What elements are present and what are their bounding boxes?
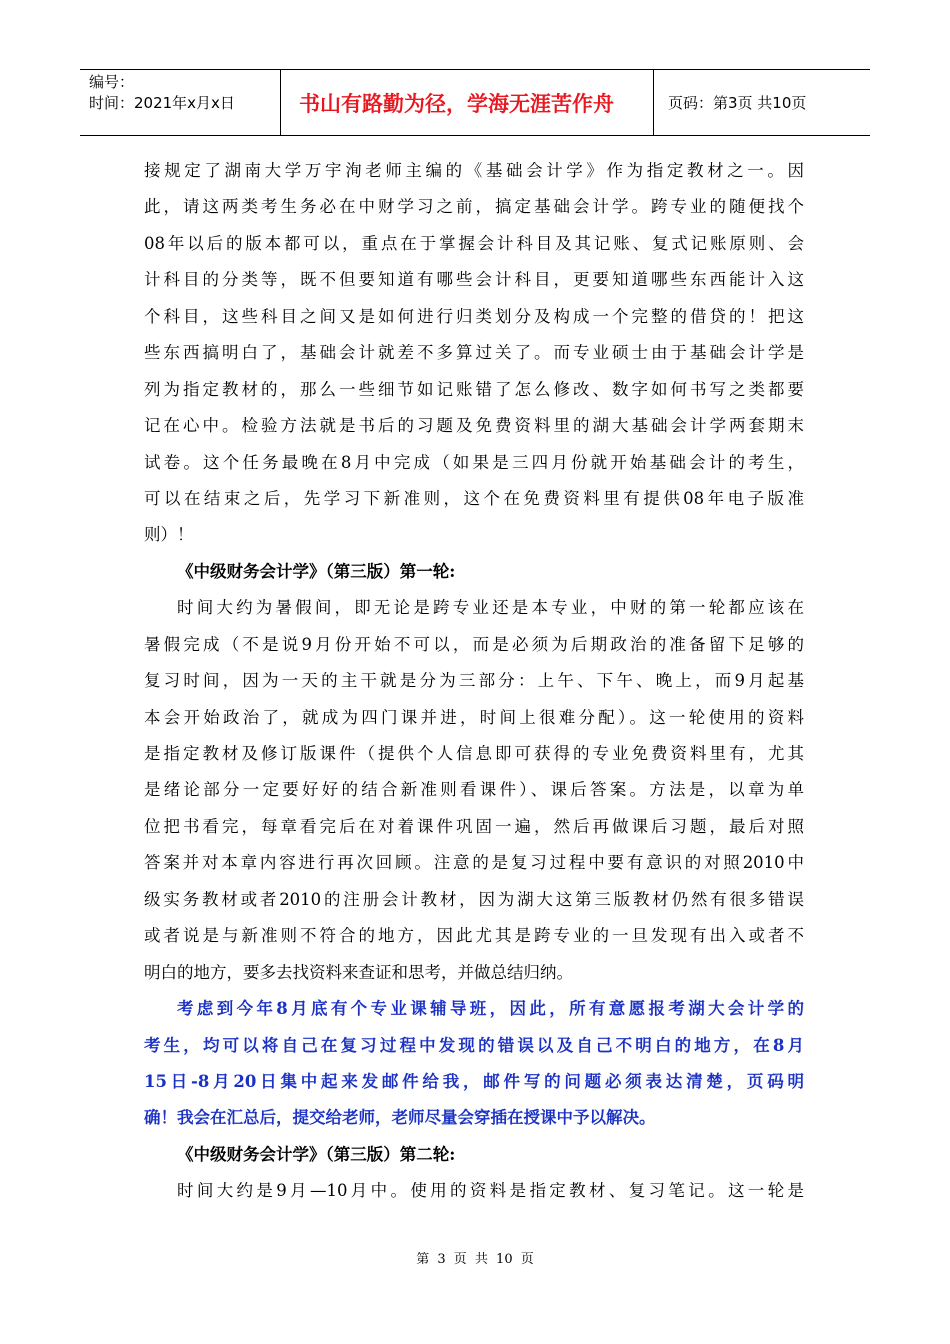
- body-line: 时间大约是9月—10月中。使用的资料是指定教材、复习笔记。这一轮是: [177, 1181, 804, 1201]
- body-line: 暑假完成（不是说9月份开始不可以，而是必须为后期政治的准备留下足够的: [144, 634, 804, 654]
- section-heading: 《中级财务会计学》（第三版）第一轮:: [177, 561, 456, 581]
- body-line: 计科目的分类等，既不但要知道有哪些会计科目，更要知道哪些东西能计入这: [144, 270, 804, 290]
- footer-page-number: 第 3 页 共 10 页: [416, 1252, 534, 1267]
- body-line: 位把书看完，每章看完后在对着课件巩固一遍，然后再做课后习题，最后对照: [144, 816, 804, 836]
- body-line: 时间大约为暑假间，即无论是跨专业还是本专业，中财的第一轮都应该在: [177, 598, 804, 618]
- notice-line: 确！我会在汇总后，提交给老师，老师尽量会穿插在授课中予以解决。: [144, 1108, 656, 1128]
- body-line: 08年以后的版本都可以，重点在于掌握会计科目及其记账、复式记账原则、会: [144, 233, 804, 253]
- body-line: 个科目，这些科目之间又是如何进行归类划分及构成一个完整的借贷的！把这: [144, 306, 804, 326]
- document-body: [144, 153, 804, 1210]
- body-line: 复习时间，因为一天的主干就是分为三部分：上午、下午、晚上，而9月起基: [144, 671, 804, 691]
- body-line: 是指定教材及修订版课件（提供个人信息即可获得的专业免费资料里有，尤其: [144, 744, 804, 763]
- body-line: 记在心中。检验方法就是书后的习题及免费资料里的湖大基础会计学两套期末: [144, 416, 804, 436]
- page-header: [80, 69, 870, 136]
- body-line: 级实务教材或者2010的注册会计教材，因为湖大这第三版教材仍然有很多错误: [144, 889, 804, 909]
- header-info-cell: [80, 70, 281, 135]
- body-line: 接规定了湖南大学万宇洵老师主编的《基础会计学》作为指定教材之一。因: [144, 161, 804, 180]
- body-line: 答案并对本章内容进行再次回顾。注意的是复习过程中要有意识的对照2010中: [144, 853, 804, 873]
- header-motto-cell: [281, 70, 654, 135]
- body-line: 或者说是与新准则不符合的地方，因此尤其是跨专业的一旦发现有出入或者不: [144, 926, 804, 946]
- section-heading: 《中级财务会计学》（第三版）第二轮:: [177, 1144, 456, 1164]
- notice-line: 15日-8月20日集中起来发邮件给我，邮件写的问题必须表达清楚，页码明: [144, 1071, 804, 1091]
- body-line: 可以在结束之后，先学习下新准则，这个在免费资料里有提供08年电子版准: [144, 488, 804, 508]
- notice-line: 考虑到今年8月底有个专业课辅导班，因此，所有意愿报考湖大会计学的: [177, 999, 804, 1019]
- body-line: 则）！: [144, 525, 194, 545]
- doc-date-label: 时间：2021年x月x日: [89, 94, 235, 112]
- header-page-cell: [654, 70, 870, 135]
- header-motto: 书山有路勤为径，学海无涯苦作舟: [299, 91, 614, 116]
- notice-line: 考生，均可以将自己在复习过程中发现的错误以及自己不明白的地方，在8月: [144, 1035, 804, 1055]
- body-line: 是绪论部分一定要好好的结合新准则看课件）、课后答案。方法是，以章为单: [144, 780, 804, 800]
- header-page-label: 页码：第3页 共10页: [668, 94, 807, 112]
- body-line: 列为指定教材的，那么一些细节如记账错了怎么修改、数字如何书写之类都要: [144, 379, 804, 399]
- body-line: 此，请这两类考生务必在中财学习之前，搞定基础会计学。跨专业的随便找个: [144, 197, 804, 217]
- doc-number-label: 编号：: [89, 73, 135, 91]
- page-footer: [0, 1248, 950, 1267]
- body-line: 试卷。这个任务最晚在8月中完成（如果是三四月份就开始基础会计的考生，: [144, 452, 804, 472]
- body-line: 些东西搞明白了，基础会计就差不多算过关了。而专业硕士由于基础会计学是: [144, 343, 804, 363]
- body-line: 本会开始政治了，就成为四门课并进，时间上很难分配）。这一轮使用的资料: [144, 707, 804, 727]
- body-line: 明白的地方，要多去找资料来查证和思考，并做总结归纳。: [144, 962, 573, 982]
